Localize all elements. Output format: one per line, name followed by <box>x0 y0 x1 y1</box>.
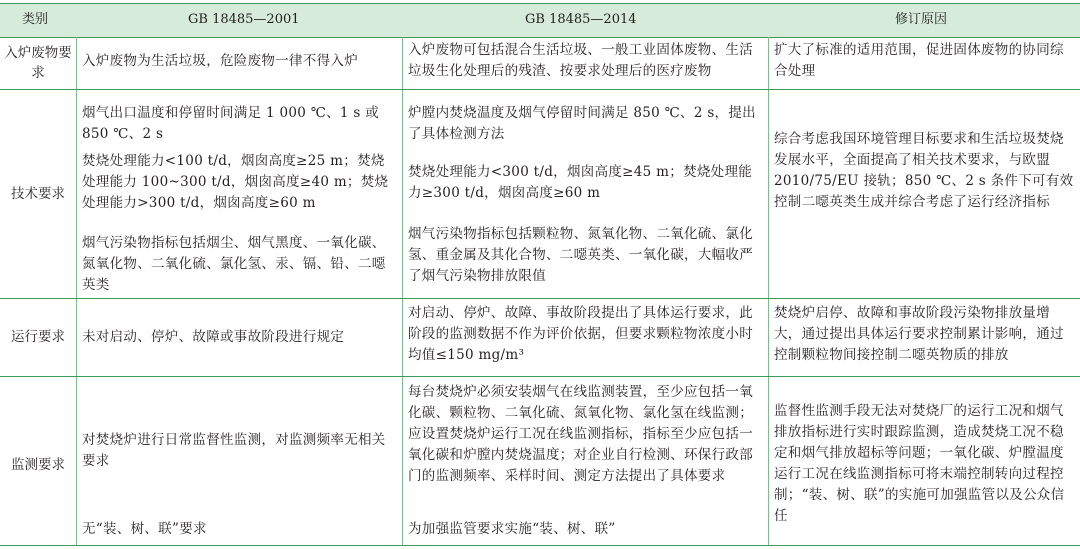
column-divider <box>76 37 77 545</box>
monitoring-new-2: 为加强监管要求实施“装、树、联” <box>408 521 616 537</box>
column-divider <box>768 37 769 545</box>
column-divider <box>402 37 403 545</box>
tech-old-1: 烟气出口温度和停留时间满足 1 000 ℃、1 s 或 850 ℃、2 s <box>82 105 380 142</box>
row-divider <box>0 89 1080 90</box>
waste-new: 入炉废物可包括混合生活垃圾、一般工业固体废物、生活垃圾生化处理后的残渣、按要求处理后的医疗废物 <box>408 42 753 79</box>
monitoring-old-1: 对焚烧炉进行日常监督性监测，对监测频率无相关要求 <box>82 432 386 469</box>
category-monitoring: 监测要求 <box>11 457 65 473</box>
monitoring-new-1: 每台焚烧炉必须安装烟气在线监测装置，至少应包括一氧化碳、颗粒物、二氧化硫、氮氧化物、氯化氢在线监测；应设置焚烧炉运行工况在线监测指标，指标至少应包括一氧化碳和炉膛内焚烧温度；对企业自行检测、环保行政部门的监测频率、采样时间、测定方法提出了具体要求 <box>408 384 753 484</box>
tech-new-2: 焚烧处理能力<300 t/d，烟囱高度≥45 m；焚烧处理能力≥300 t/d，烟囱高度≥60 m <box>408 164 753 201</box>
operation-reason: 焚烧炉启停、故障和事故阶段污染物排放量增大，通过提出具体运行要求控制累计影响，通过控制颗粒物间接控制二噁英物质的排放 <box>774 305 1064 363</box>
header-category: 类别 <box>22 12 49 27</box>
row-divider <box>0 298 1080 299</box>
category-tech: 技术要求 <box>11 186 65 202</box>
category-waste: 入炉废物要求 <box>4 45 72 81</box>
header-old-standard: GB 18485—2001 <box>188 12 300 27</box>
table-bottom-rule <box>0 545 1080 546</box>
header-new-standard: GB 18485—2014 <box>525 12 637 27</box>
tech-new-3: 烟气污染物指标包括颗粒物、氮氧化物、二氧化硫、氯化氢、重金属及其化合物、二噁英类、一氧化碳，大幅收严了烟气污染物排放限值 <box>408 226 753 284</box>
tech-old-3: 烟气污染物指标包括烟尘、烟气黑度、一氧化碳、氮氧化物、二氧化硫、氯化氢、汞、镉、铅、二噁英类 <box>82 235 386 293</box>
header-reason: 修订原因 <box>895 12 948 27</box>
operation-new: 对启动、停炉、故障、事故阶段提出了具体运行要求，此阶段的监测数据不作为评价依据，但要求颗粒物浓度小时均值≤150 mg/m³ <box>408 305 753 363</box>
waste-reason: 扩大了标准的适用范围，促进固体废物的协同综合处理 <box>774 42 1064 79</box>
tech-new-1: 炉膛内焚烧温度及烟气停留时间满足 850 ℃、2 s，提出了具体检测方法 <box>408 105 756 142</box>
waste-old: 入炉废物为生活垃圾，危险废物一律不得入炉 <box>82 53 358 69</box>
tech-reason: 综合考虑我国环境管理目标要求和生活垃圾焚烧发展水平，全面提高了相关技术要求，与欧盟 2010/75/EU 接轨；850 ℃、2 s 条件下可有效控制二噁英类生成并综合考虑了运行经济指标 <box>774 131 1074 210</box>
category-operation: 运行要求 <box>11 329 65 345</box>
monitoring-reason: 监督性监测手段无法对焚烧厂的运行工况和烟气排放指标进行实时跟踪监测，造成焚烧工况不稳定和烟气排放超标等问题；一氧化碳、炉膛温度运行工况在线监测指标可将末端控制转向过程控制；“装、树、联”的实施可加强监管以及公众信任 <box>774 403 1065 524</box>
operation-old: 未对启动、停炉、故障或事故阶段进行规定 <box>82 329 345 345</box>
monitoring-old-2: 无“装、树、联”要求 <box>82 521 207 537</box>
tech-old-2: 焚烧处理能力<100 t/d，烟囱高度≥25 m；焚烧处理能力 100~300 t/d，烟囱高度≥40 m；焚烧处理能力>300 t/d，烟囱高度≥60 m <box>82 153 389 211</box>
table-header <box>0 3 1080 38</box>
row-divider <box>0 376 1080 377</box>
